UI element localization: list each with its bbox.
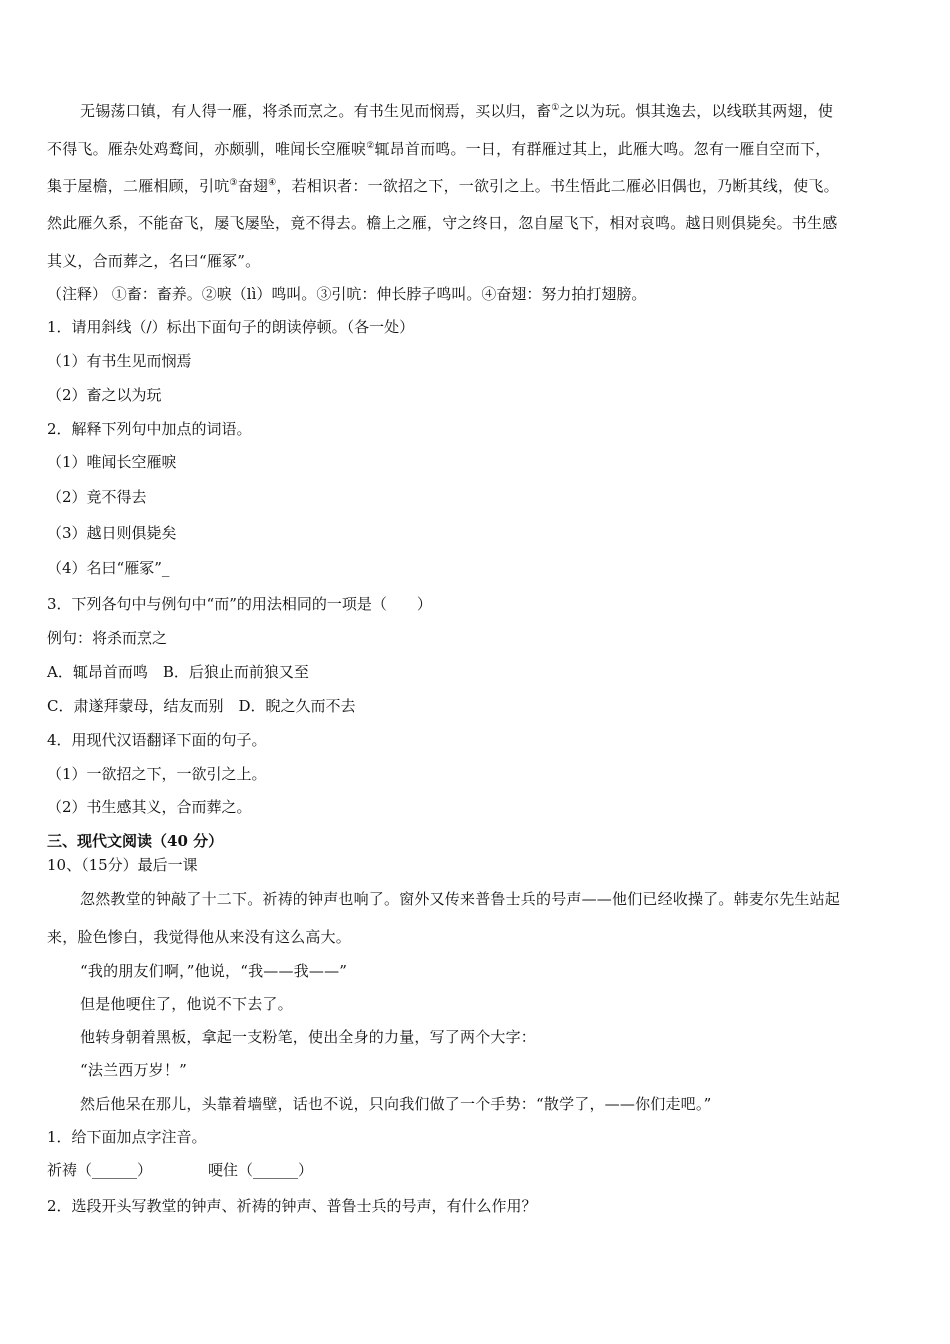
question-3-example: 例句：将杀而烹之 <box>47 629 168 647</box>
question-2-item-1: （1）唯闻长空雁唳 <box>47 453 177 471</box>
footnote-marker: ① <box>551 103 560 113</box>
footnote-marker: ③ <box>229 178 238 188</box>
question-1: 1．请用斜线（/）标出下面句子的朗读停顿。（各一处） <box>47 318 415 336</box>
question-3: 3．下列各句中与例句中“而”的用法相同的一项是（ ） <box>47 595 432 613</box>
footnote-marker: ④ <box>268 178 277 188</box>
passage-text: 奋翅 <box>237 177 269 195</box>
question-2-item-2: （2）竟不得去 <box>47 488 147 506</box>
subquestion-1-blanks <box>47 1160 907 1180</box>
question-1-item-1: （1）有书生见而悯焉 <box>47 352 192 370</box>
question-2: 2．解释下列句中加点的词语。 <box>47 420 252 438</box>
passage-text: 之以为玩。惧其逸去，以线联其两翅，使 <box>559 102 834 120</box>
question-4: 4．用现代汉语翻译下面的句子。 <box>47 731 267 749</box>
reading-paragraph-3: 但是他哽住了，他说不下去了。 <box>80 995 293 1013</box>
question-2-item-4: （4）名曰“雁冢”_ <box>47 559 170 577</box>
passage-line-4: 然此雁久系，不能奋飞，屡飞屡坠，竟不得去。檐上之雁，守之终日，忽自屋飞下，相对哀鸣。越日则俱毙矣。书生感 <box>47 214 838 232</box>
footnote-marker: ② <box>366 141 375 151</box>
subquestion-2: 2．选段开头写教堂的钟声、祈祷的钟声、普鲁士兵的号声，有什么作用？ <box>47 1197 537 1215</box>
passage-line-1 <box>80 101 906 121</box>
passage-text: 辄昂首而鸣。一日，有群雁过其上，此雁大鸣。忽有一雁自空而下， <box>374 140 831 158</box>
passage-note: （注释） ①畜：畜养。②唳（lì）鸣叫。③引吭：伸长脖子鸣叫。④奋翅：努力拍打翅膀。 <box>47 285 647 303</box>
reading-paragraph-1: 忽然教堂的钟敲了十二下。祈祷的钟声也响了。窗外又传来普鲁士兵的号声——他们已经收操了。韩麦尔先生站起 <box>80 890 841 908</box>
subquestion-1: 1．给下面加点字注音。 <box>47 1128 207 1146</box>
question-4-item-2: （2）书生感其义，合而葬之。 <box>47 798 252 816</box>
reading-paragraph-4: 他转身朝着黑板，拿起一支粉笔，使出全身的力量，写了两个大字： <box>80 1028 537 1046</box>
reading-paragraph-2: “我的朋友们啊，”他说，“我——我——” <box>80 962 348 980</box>
question-1-item-2: （2）畜之以为玩 <box>47 386 162 404</box>
passage-text: 不得飞。雁杂处鸡鹜间，亦颇驯，唯闻长空雁唳 <box>47 140 367 158</box>
reading-title: 10、（15分）最后一课 <box>47 856 198 874</box>
pinyin-blank-1: 祈祷（______） <box>47 1161 153 1179</box>
question-3-options-ab: A．辄昂首而鸣 B．后狼止而前狼又至 <box>47 663 309 681</box>
reading-paragraph-5: “法兰西万岁！” <box>80 1061 187 1079</box>
passage-text: 集于屋檐，二雁相顾，引吭 <box>47 177 230 195</box>
passage-text: ，若相识者：一欲招之下，一欲引之上。书生悟此二雁必旧偶也，乃断其线，使飞。 <box>276 177 839 195</box>
question-3-options-cd: C．肃遂拜蒙母，结友而别 D．睨之久而不去 <box>47 697 356 715</box>
question-2-item-3: （3）越日则俱毙矣 <box>47 524 177 542</box>
passage-text: 无锡荡口镇，有人得一雁，将杀而烹之。有书生见而悯焉，买以归，畜 <box>80 102 552 120</box>
reading-paragraph-6: 然后他呆在那儿，头靠着墙壁，话也不说，只向我们做了一个手势：“散学了，——你们走吧。” <box>80 1095 712 1113</box>
pinyin-blank-2: 哽住（______） <box>208 1161 314 1179</box>
passage-line-3 <box>47 176 907 196</box>
reading-paragraph-1-cont: 来，脸色惨白，我觉得他从来没有这么高大。 <box>47 928 352 946</box>
passage-line-5: 其义，合而葬之，名曰“雁冢”。 <box>47 252 261 270</box>
passage-line-2 <box>47 139 907 159</box>
question-4-item-1: （1）一欲招之下，一欲引之上。 <box>47 765 267 783</box>
section-heading: 三、现代文阅读（40 分） <box>47 832 224 850</box>
